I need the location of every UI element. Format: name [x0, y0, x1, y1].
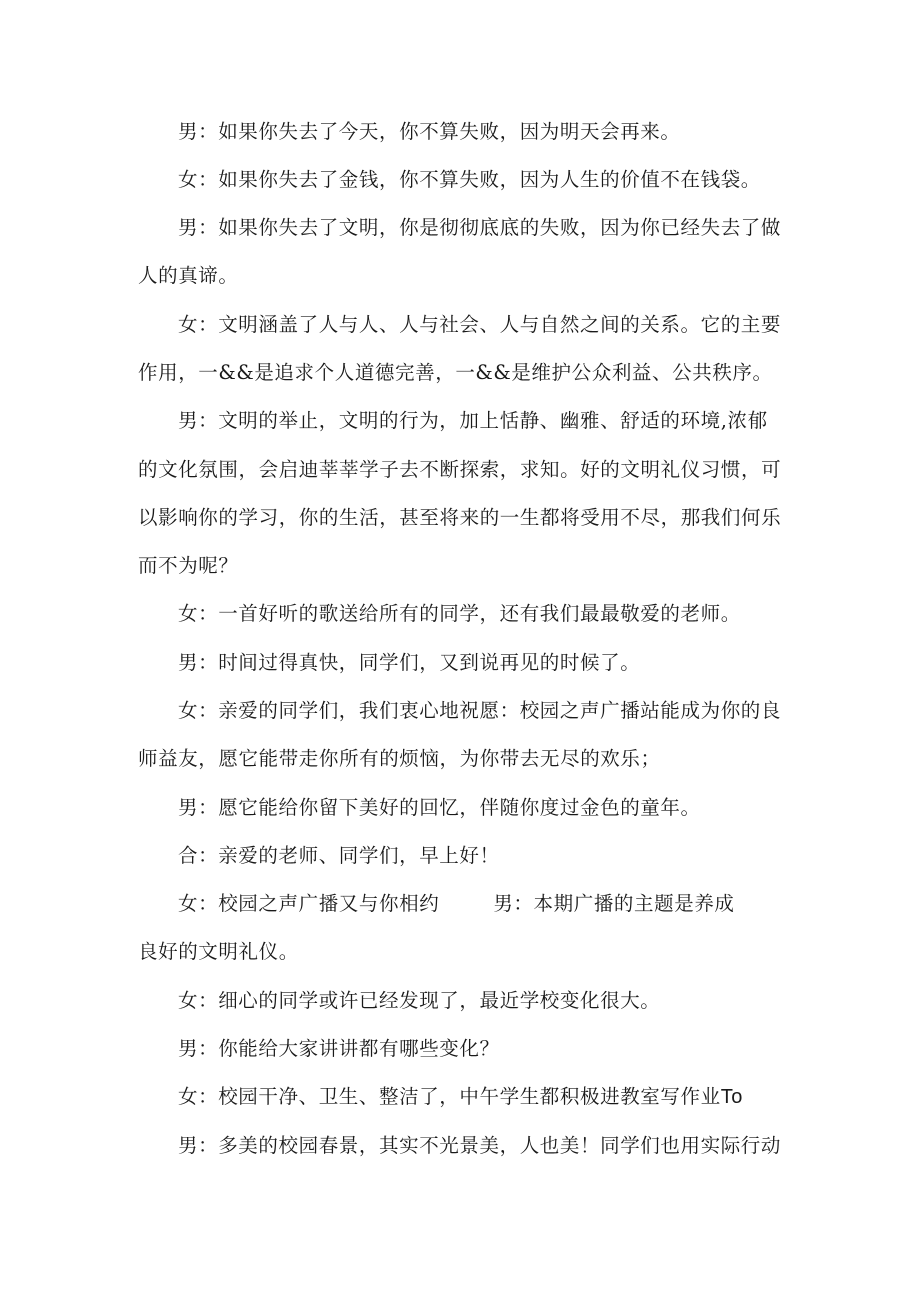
dialogue-line-pair [178, 890, 735, 918]
dialogue-line [178, 1083, 743, 1111]
dialogue-line: 男：如果你失去了今天，你不算失败，因为明天会再来。 [178, 120, 681, 143]
dialogue-line: 女：如果你失去了金钱，你不算失败，因为人生的价值不在钱袋。 [178, 168, 761, 191]
stray-latin-text: To [720, 1086, 744, 1108]
dialogue-line: 女：文明涵盖了人与人、人与社会、人与自然之间的关系。它的主要 [178, 313, 782, 336]
dialogue-line-continued: 良好的文明礼仪。 [138, 940, 299, 963]
dialogue-line-continued: 的文化氛围，会启迪莘莘学子去不断探索，求知。好的文明礼仪习惯，可 [138, 458, 782, 481]
dialogue-line-continued: 而不为呢？ [138, 554, 239, 577]
dialogue-line: 男：多美的校园春景，其实不光景美，人也美！同学们也用实际行动 [178, 1134, 782, 1157]
dialogue-line: 女：一首好听的歌送给所有的同学，还有我们最最敬爱的老师。 [178, 602, 741, 625]
dialogue-line: 男：愿它能给你留下美好的回忆，伴随你度过金色的童年。 [178, 796, 701, 819]
dialogue-segment-male: 男：本期广播的主题是养成 [493, 892, 735, 915]
dialogue-line: 合：亲爱的老师、同学们，早上好！ [178, 844, 500, 867]
dialogue-line: 男：如果你失去了文明，你是彻彻底底的失败，因为你已经失去了做 [178, 216, 782, 239]
dialogue-line: 男：文明的举止，文明的行为，加上恬静、幽雅、舒适的环境,浓郁 [178, 409, 768, 432]
dialogue-line-continued: 作用，一&&是追求个人道德完善，一&&是维护公众利益、公共秩序。 [138, 361, 773, 384]
dialogue-line: 男：时间过得真快，同学们，又到说再见的时候了。 [178, 651, 641, 674]
dialogue-line-continued: 以影响你的学习，你的生活，甚至将来的一生都将受用不尽，那我们何乐 [138, 506, 782, 529]
dialogue-segment-female: 女：校园之声广播又与你相约 [178, 892, 440, 915]
dialogue-line: 男：你能给大家讲讲都有哪些变化？ [178, 1037, 500, 1060]
dialogue-line-continued: 师益友，愿它能带走你所有的烦恼，为你带去无尽的欢乐； [138, 747, 661, 770]
dialogue-line: 女：亲爱的同学们，我们衷心地祝愿：校园之声广播站能成为你的良 [178, 699, 782, 722]
dialogue-text: 女：校园干净、卫生、整洁了，中午学生都积极进教室写作业 [178, 1085, 721, 1108]
dialogue-line-continued: 人的真谛。 [138, 264, 239, 287]
dialogue-line: 女：细心的同学或许已经发现了，最近学校变化很大。 [178, 989, 661, 1012]
